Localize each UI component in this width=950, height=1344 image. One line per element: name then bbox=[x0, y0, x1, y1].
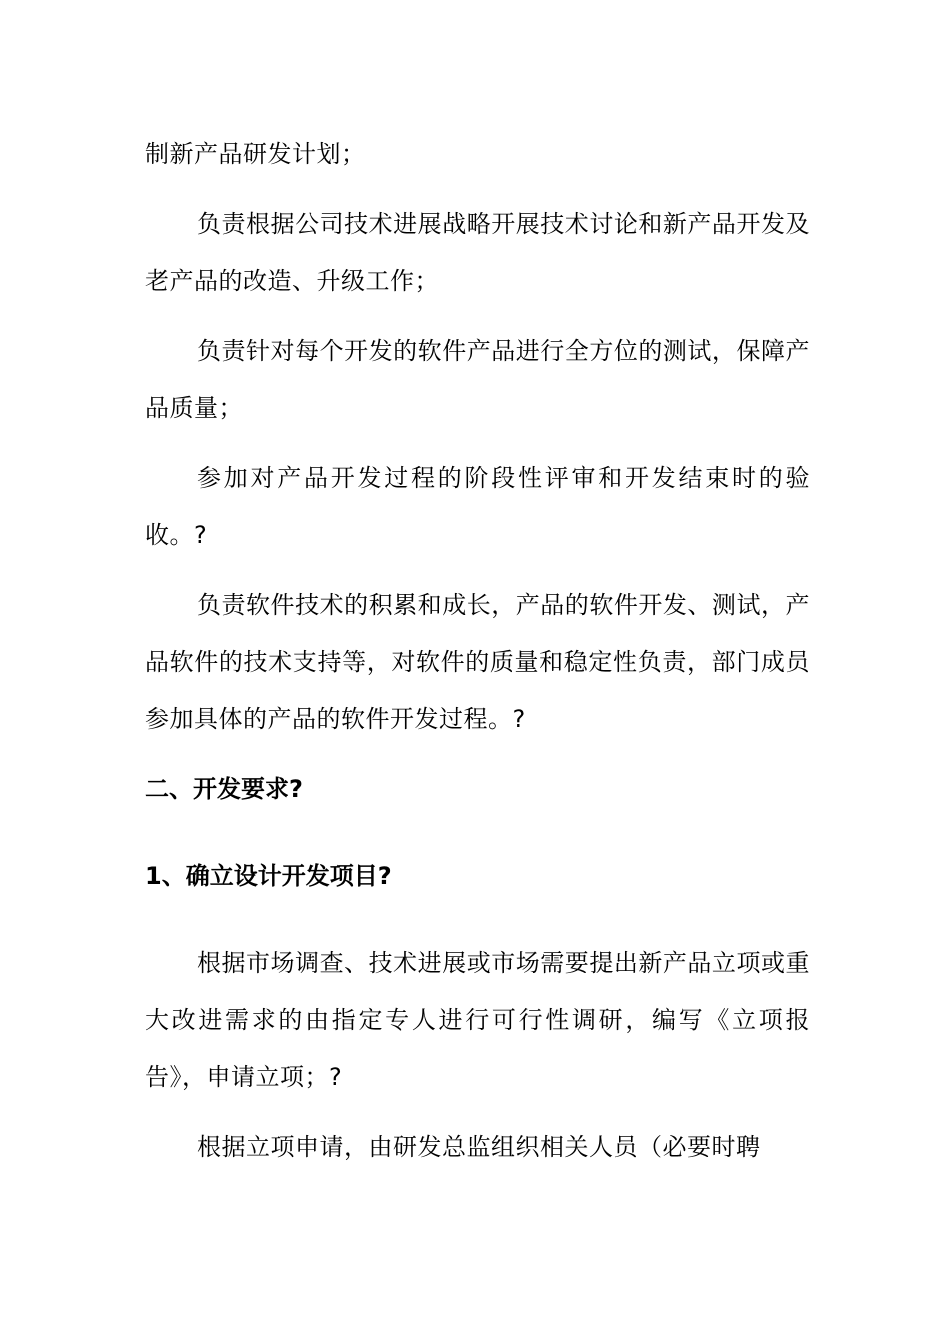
section-heading: 二、开发要求? bbox=[145, 775, 303, 803]
paragraph-continuation: 制新产品研发计划； bbox=[145, 140, 366, 168]
paragraph-testing: 负责针对每个开发的软件产品进行全方位的测试，保障产品质量； bbox=[145, 337, 810, 422]
paragraph-software-responsibility: 负责软件技术的积累和成长，产品的软件开发、测试，产品软件的技术支持等，对软件的质量和稳定性负责，部门成员参加具体的产品的软件开发过程。? bbox=[145, 591, 810, 733]
paragraph-project-approval: 根据立项申请，由研发总监组织相关人员（必要时聘 bbox=[197, 1133, 761, 1161]
paragraph-project-proposal: 根据市场调查、技术进展或市场需要提出新产品立项或重大改进需求的由指定专人进行可行性调研，编写《立项报告》，申请立项；? bbox=[145, 949, 810, 1091]
subsection-heading: 1、确立设计开发项目? bbox=[145, 862, 392, 890]
paragraph-tech-development: 负责根据公司技术进展战略开展技术讨论和新产品开发及老产品的改造、升级工作； bbox=[145, 210, 810, 295]
paragraph-review: 参加对产品开发过程的阶段性评审和开发结束时的验收。? bbox=[145, 464, 810, 549]
document-body bbox=[145, 126, 810, 1189]
